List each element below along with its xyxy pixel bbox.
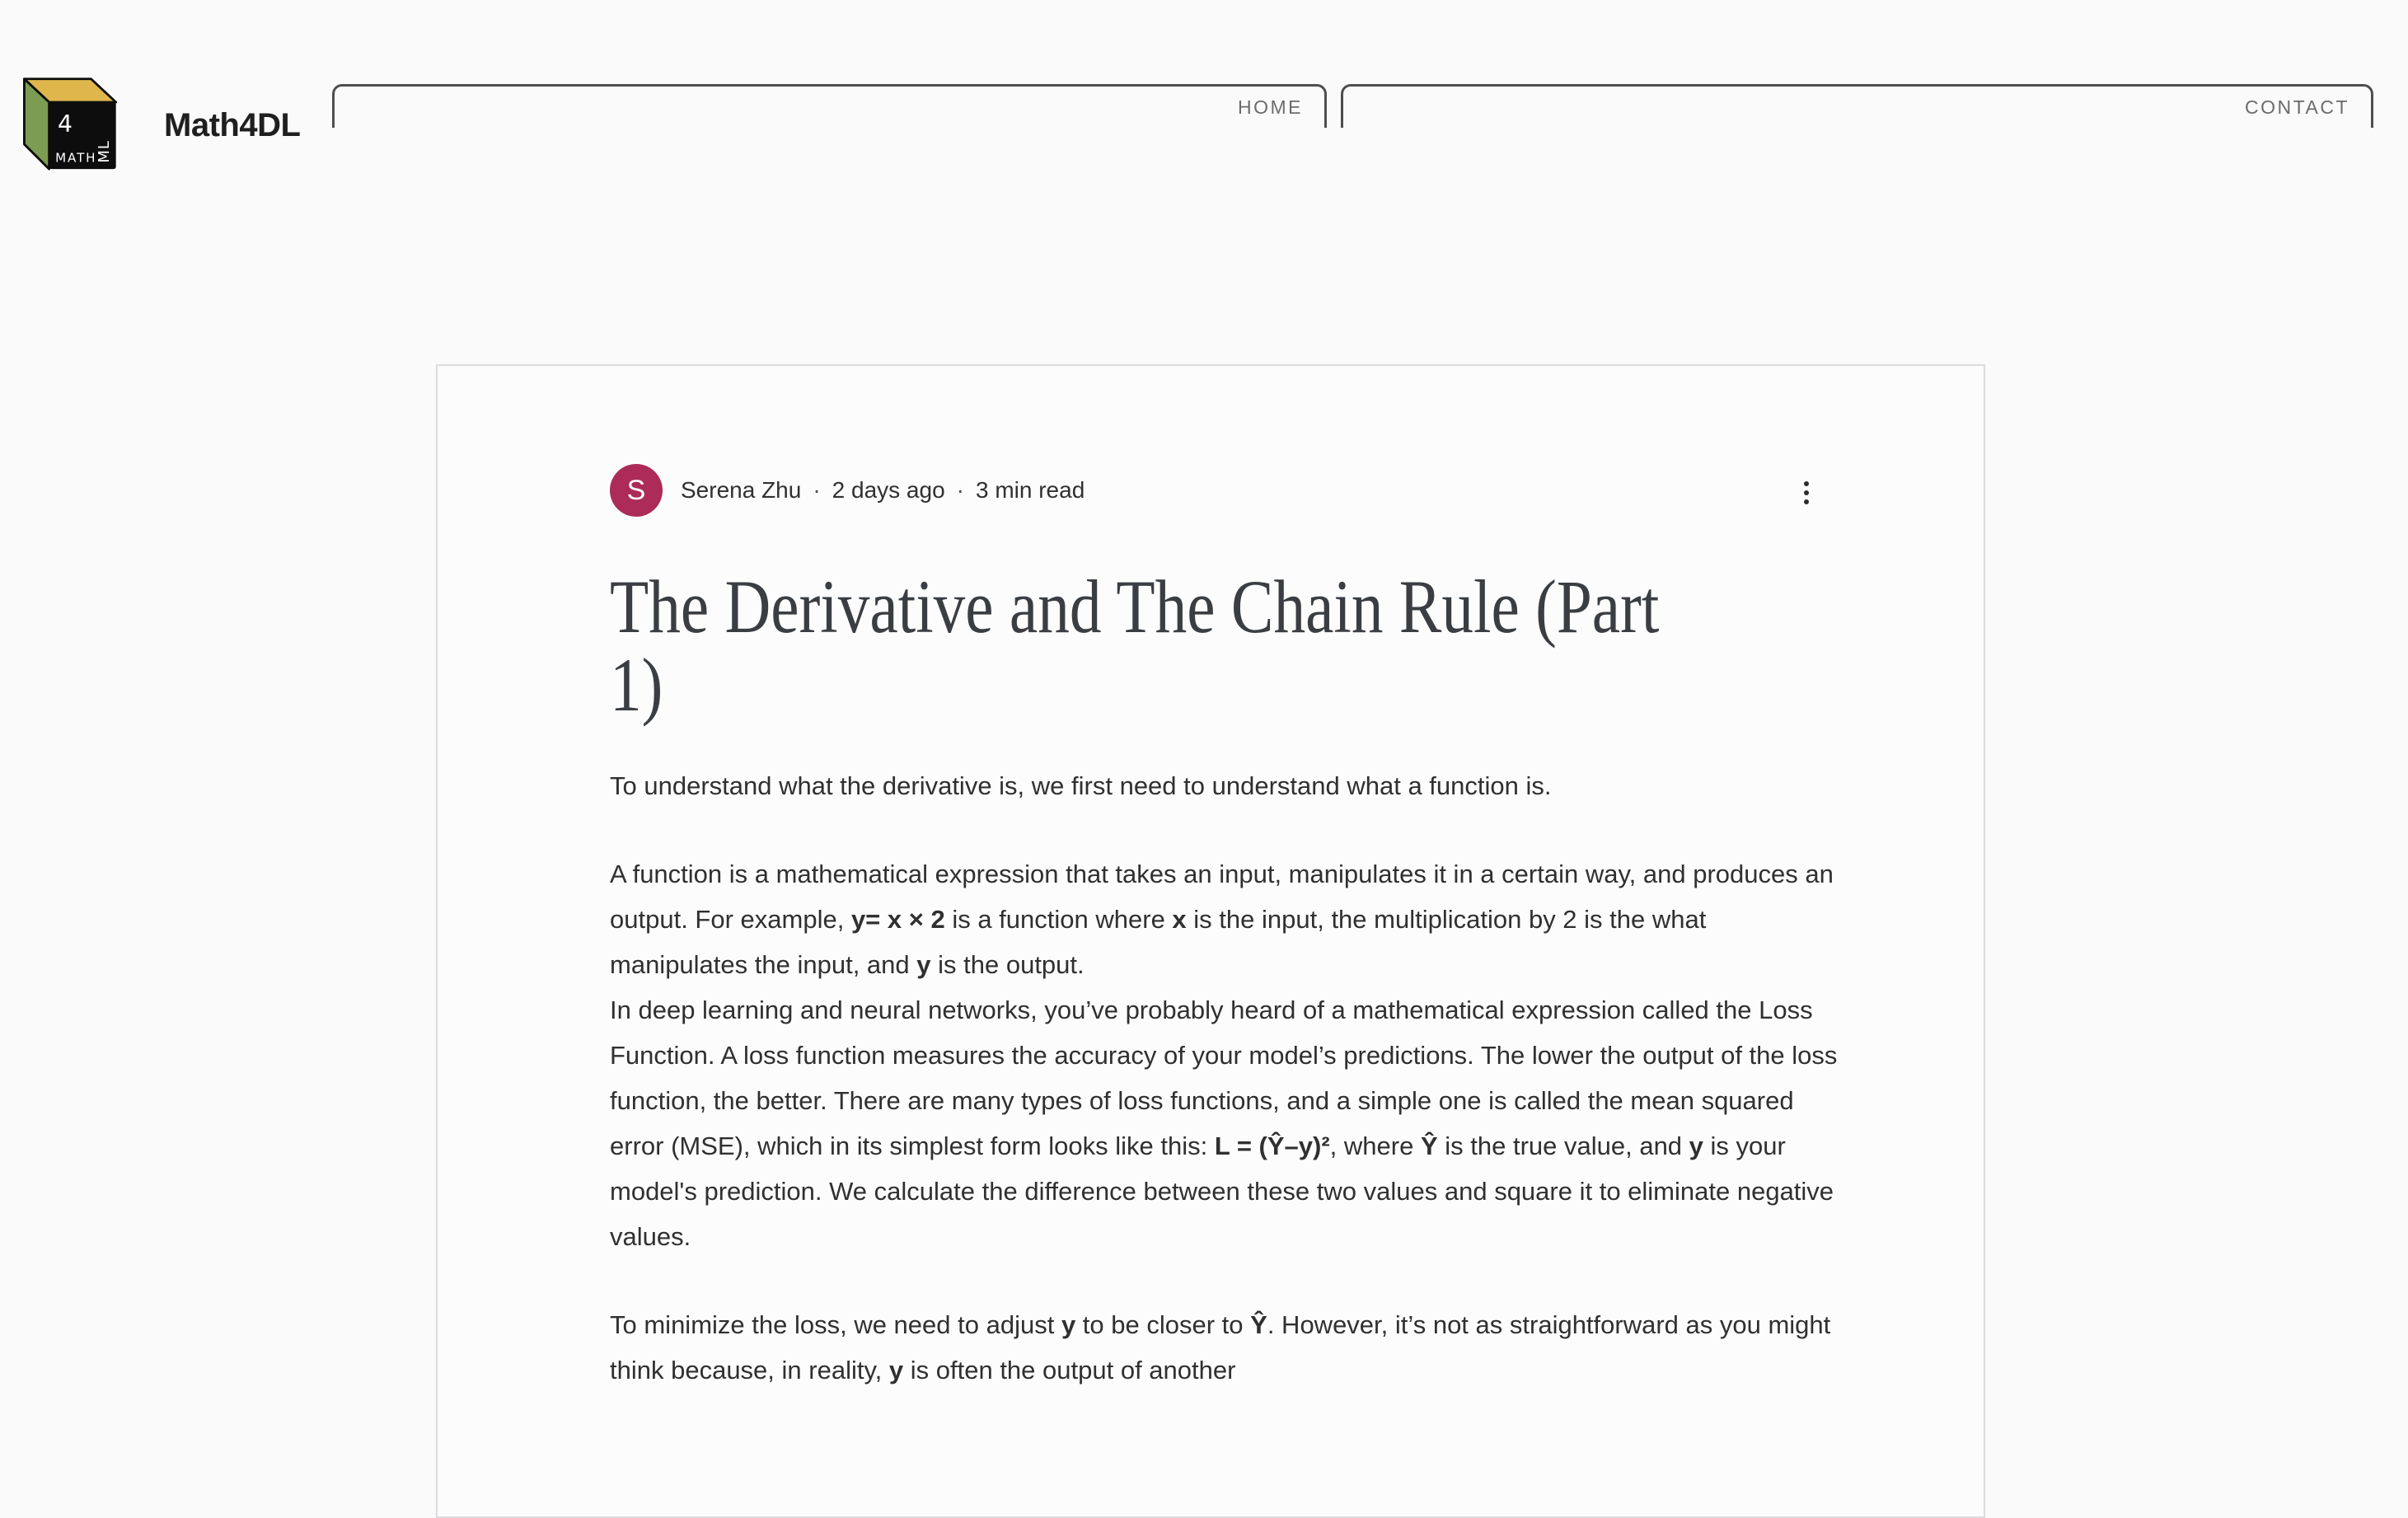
paragraph-segment: . However, it’s not as straightforward as you might think because, in reality, [610,1310,1831,1384]
post-card [436,364,1985,1518]
paragraph-segment: To minimize the loss, we need to adjust [610,1310,1061,1339]
site-logo[interactable] [16,61,125,171]
site-header [0,0,2408,214]
paragraph-bold-segment: y [888,1356,904,1384]
post-options-button[interactable] [1796,481,1817,506]
read-time: 3 min read [975,477,1085,503]
paragraph-bold-segment: x [1172,905,1187,934]
paragraph-bold-segment: y [1689,1131,1703,1160]
post-body [610,763,1838,1393]
post-meta-text [681,477,1085,504]
brand-title[interactable]: Math4DL [164,107,301,143]
paragraph-bold-segment: L = (Ŷ–y)² [1214,1131,1330,1160]
paragraph-segment: to be closer to [1075,1310,1251,1339]
post-meta-row [610,464,1838,517]
nav-item-home-label: HOME [1238,96,1303,118]
meta-separator: · [813,477,821,503]
post-content [610,366,1838,1393]
nav-item-contact[interactable] [1341,84,2373,128]
kebab-menu-icon [1804,481,1809,504]
post-paragraph [610,851,1838,987]
logo-math-label: MATH [55,150,97,166]
paragraph-bold-segment: Ŷ [1420,1131,1438,1160]
paragraph-segment: is a function where [944,905,1173,934]
logo-number: 4 [57,110,73,138]
paragraph-bold-segment: y [1061,1310,1076,1339]
author-name[interactable]: Serena Zhu [681,477,802,503]
paragraph-segment: To understand what the derivative is, we first need to understand what a function is. [610,771,1552,800]
author-initial: S [626,474,646,506]
paragraph-segment: is the input, the multiplication by 2 is the what manipulates the input, and [610,905,1707,979]
paragraph-bold-segment: y [916,950,931,979]
post-title-line: The Derivative and The Chain Rule (Part [610,565,1660,649]
paragraph-segment: is the true value, and [1437,1131,1689,1160]
post-paragraph [610,1302,1838,1393]
nav-item-contact-label: CONTACT [2245,96,2349,118]
post-date: 2 days ago [832,477,945,503]
post-title [610,565,1838,727]
meta-separator: · [956,477,964,503]
nav-item-home[interactable] [332,84,1327,128]
paragraph-segment: In deep learning and neural networks, you’ve probably heard of a mathematical expression called the Loss Function. A loss function measures the accuracy of your model’s predictions. The lower the output of the loss function, the better. There are many types of loss functions, and a simple one is called the mean squared error (MSE), which in its simplest form looks like this: [610,996,1838,1160]
post-paragraph [610,763,1838,808]
logo-ml-label: ML [96,140,114,163]
post-title-line: 1) [610,643,663,727]
paragraph-bold-segment: y= x × 2 [850,905,945,934]
paragraph-segment: A function is a mathematical expression that takes an input, manipulates it in a certain way, and produces an output. For example, [610,860,1834,934]
paragraph-segment: is your model's prediction. We calculate the difference between these two values and square it to eliminate negative values. [610,1131,1834,1251]
paragraph-segment: is often the output of another [903,1356,1236,1384]
paragraph-segment: , where [1329,1131,1421,1160]
author-avatar[interactable] [610,464,663,517]
paragraph-segment: is the output. [930,950,1085,979]
paragraph-bold-segment: Ŷ [1250,1310,1267,1339]
post-paragraph [610,987,1838,1259]
